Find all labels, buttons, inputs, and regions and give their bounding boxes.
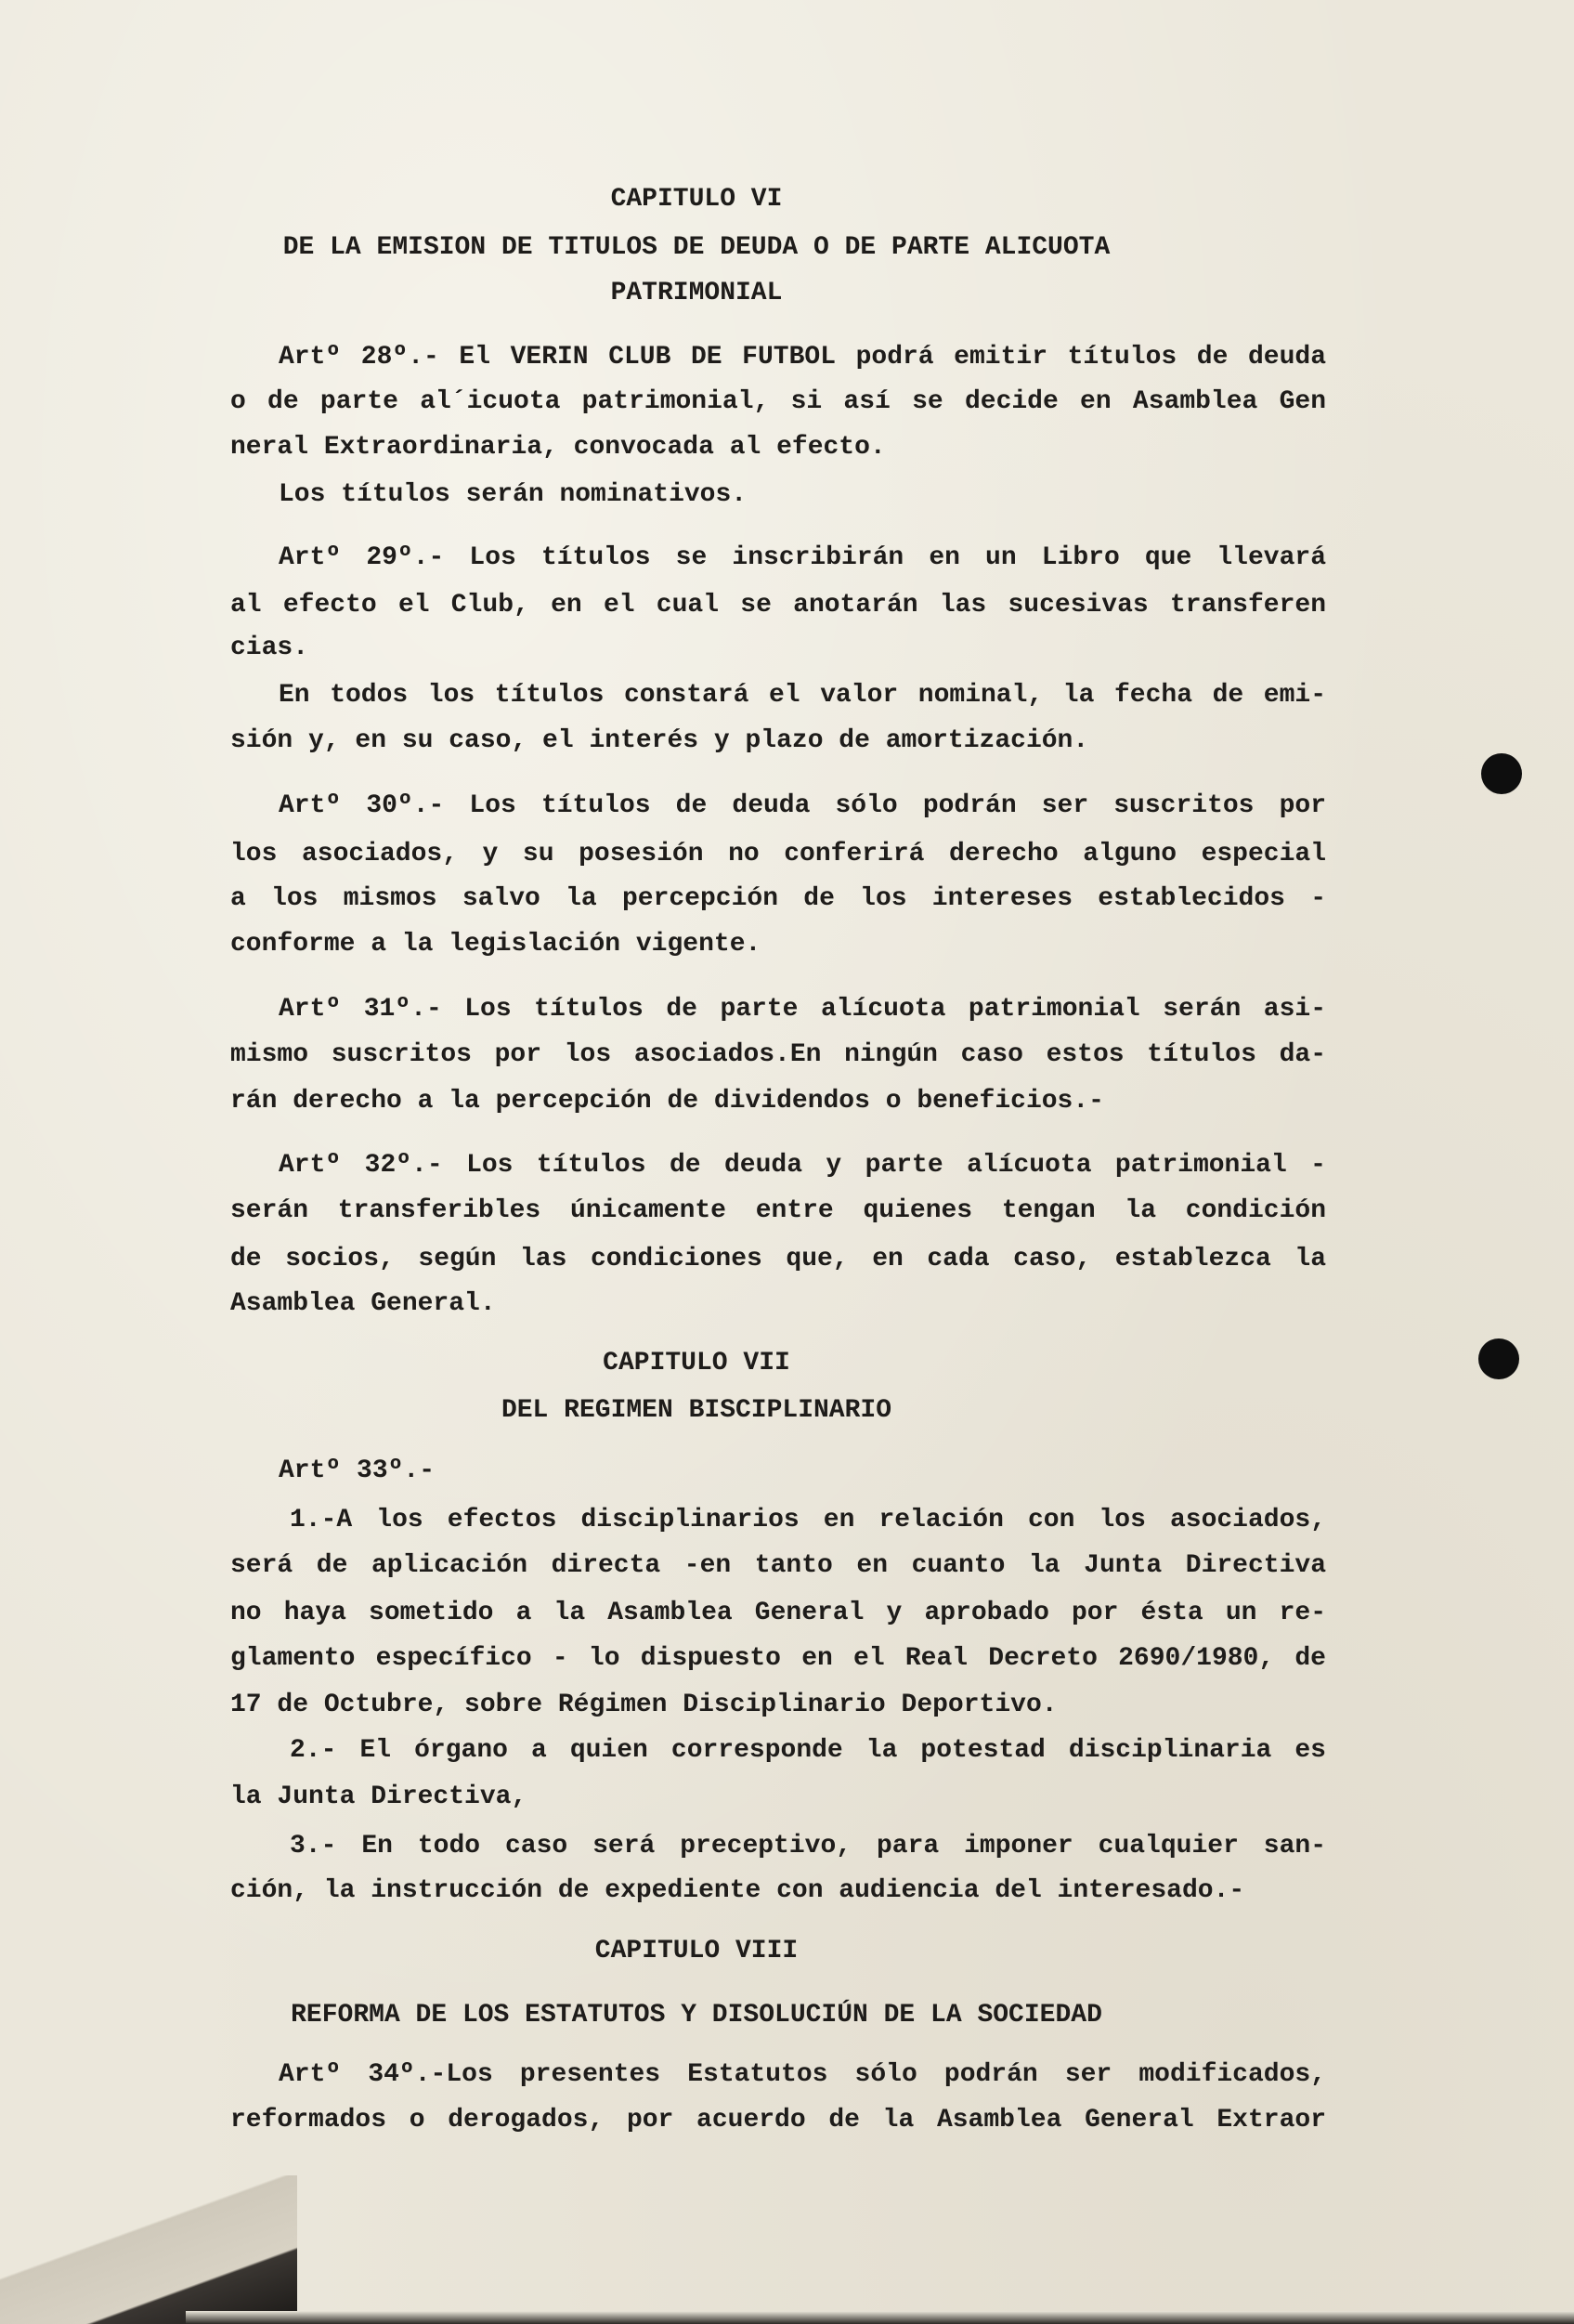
text-line: serán transferibles únicamente entre quienes tengan la condición bbox=[230, 1196, 1326, 1225]
torn-corner bbox=[0, 2175, 297, 2324]
heading-line: CAPITULO VI bbox=[610, 185, 783, 214]
punch-hole-icon bbox=[1481, 753, 1522, 794]
heading-line: CAPITULO VII bbox=[603, 1349, 790, 1377]
text-line: En todos los títulos constará el valor nominal, la fecha de emi- bbox=[279, 681, 1326, 710]
punch-hole-icon bbox=[1478, 1338, 1519, 1379]
text-line: Artº 34º.-Los presentes Estatutos sólo podrán ser modificados, bbox=[279, 2060, 1326, 2089]
text-line: al efecto el Club, en el cual se anotarán las sucesivas transferen bbox=[230, 591, 1326, 620]
text-line: neral Extraordinaria, convocada al efecto. bbox=[230, 433, 886, 462]
text-line: 2.- El órgano a quien corresponde la potestad disciplinaria es bbox=[290, 1736, 1326, 1765]
text-line: conforme a la legislación vigente. bbox=[230, 930, 761, 959]
text-line: Artº 33º.- bbox=[279, 1456, 436, 1485]
text-line: los asociados, y su posesión no conferirá derecho alguno especial bbox=[230, 840, 1326, 868]
text-line: no haya sometido a la Asamblea General y aprobado por ésta un re- bbox=[230, 1599, 1326, 1627]
text-line: cias. bbox=[230, 633, 309, 662]
text-line: 3.- En todo caso será preceptivo, para imponer cualquier san- bbox=[290, 1832, 1326, 1861]
text-line: será de aplicación directa -en tanto en cuanto la Junta Directiva bbox=[230, 1551, 1326, 1580]
heading-line: PATRIMONIAL bbox=[610, 279, 783, 307]
text-line: Artº 28º.- El VERIN CLUB DE FUTBOL podrá emitir títulos de deuda bbox=[279, 343, 1326, 372]
text-line: o de parte al´icuota patrimonial, si así se decide en Asamblea Gen bbox=[230, 387, 1326, 416]
text-line: la Junta Directiva, bbox=[230, 1782, 527, 1811]
text-line: Asamblea General. bbox=[230, 1289, 496, 1318]
text-line: Artº 29º.- Los títulos se inscribirán en un Libro que llevará bbox=[279, 543, 1326, 572]
text-line: glamento específico - lo dispuesto en el Real Decreto 2690/1980, de bbox=[230, 1644, 1326, 1673]
text-line: rán derecho a la percepción de dividendos o beneficios.- bbox=[230, 1087, 1104, 1116]
text-line: mismo suscritos por los asociados.En ningún caso estos títulos da- bbox=[230, 1040, 1326, 1069]
text-line: Los títulos serán nominativos. bbox=[279, 480, 748, 509]
text-line: Artº 31º.- Los títulos de parte alícuota patrimonial serán asi- bbox=[279, 995, 1326, 1024]
text-line: de socios, según las condiciones que, en cada caso, establezca la bbox=[230, 1245, 1326, 1273]
heading-line: REFORMA DE LOS ESTATUTOS Y DISOLUCIÚN DE LA SOCIEDAD bbox=[291, 2001, 1102, 2030]
text-line: Artº 32º.- Los títulos de deuda y parte alícuota patrimonial - bbox=[279, 1151, 1326, 1180]
text-line: a los mismos salvo la percepción de los intereses establecidos - bbox=[230, 884, 1326, 913]
text-line: 1.-A los efectos disciplinarios en relación con los asociados, bbox=[290, 1506, 1326, 1534]
heading-line: CAPITULO VIII bbox=[594, 1937, 799, 1965]
text-line: 17 de Octubre, sobre Régimen Disciplinario Deportivo. bbox=[230, 1691, 1058, 1719]
text-line: sión y, en su caso, el interés y plazo de amortización. bbox=[230, 726, 1089, 755]
heading-line: DEL REGIMEN BISCIPLINARIO bbox=[501, 1396, 892, 1425]
heading-line: DE LA EMISION DE TITULOS DE DEUDA O DE PARTE ALICUOTA bbox=[282, 233, 1111, 262]
text-line: Artº 30º.- Los títulos de deuda sólo podrán ser suscritos por bbox=[279, 791, 1326, 820]
page-bottom-edge bbox=[186, 2311, 1574, 2324]
text-line: reformados o derogados, por acuerdo de la Asamblea General Extraor bbox=[230, 2106, 1326, 2135]
text-line: ción, la instrucción de expediente con audiencia del interesado.- bbox=[230, 1876, 1245, 1905]
